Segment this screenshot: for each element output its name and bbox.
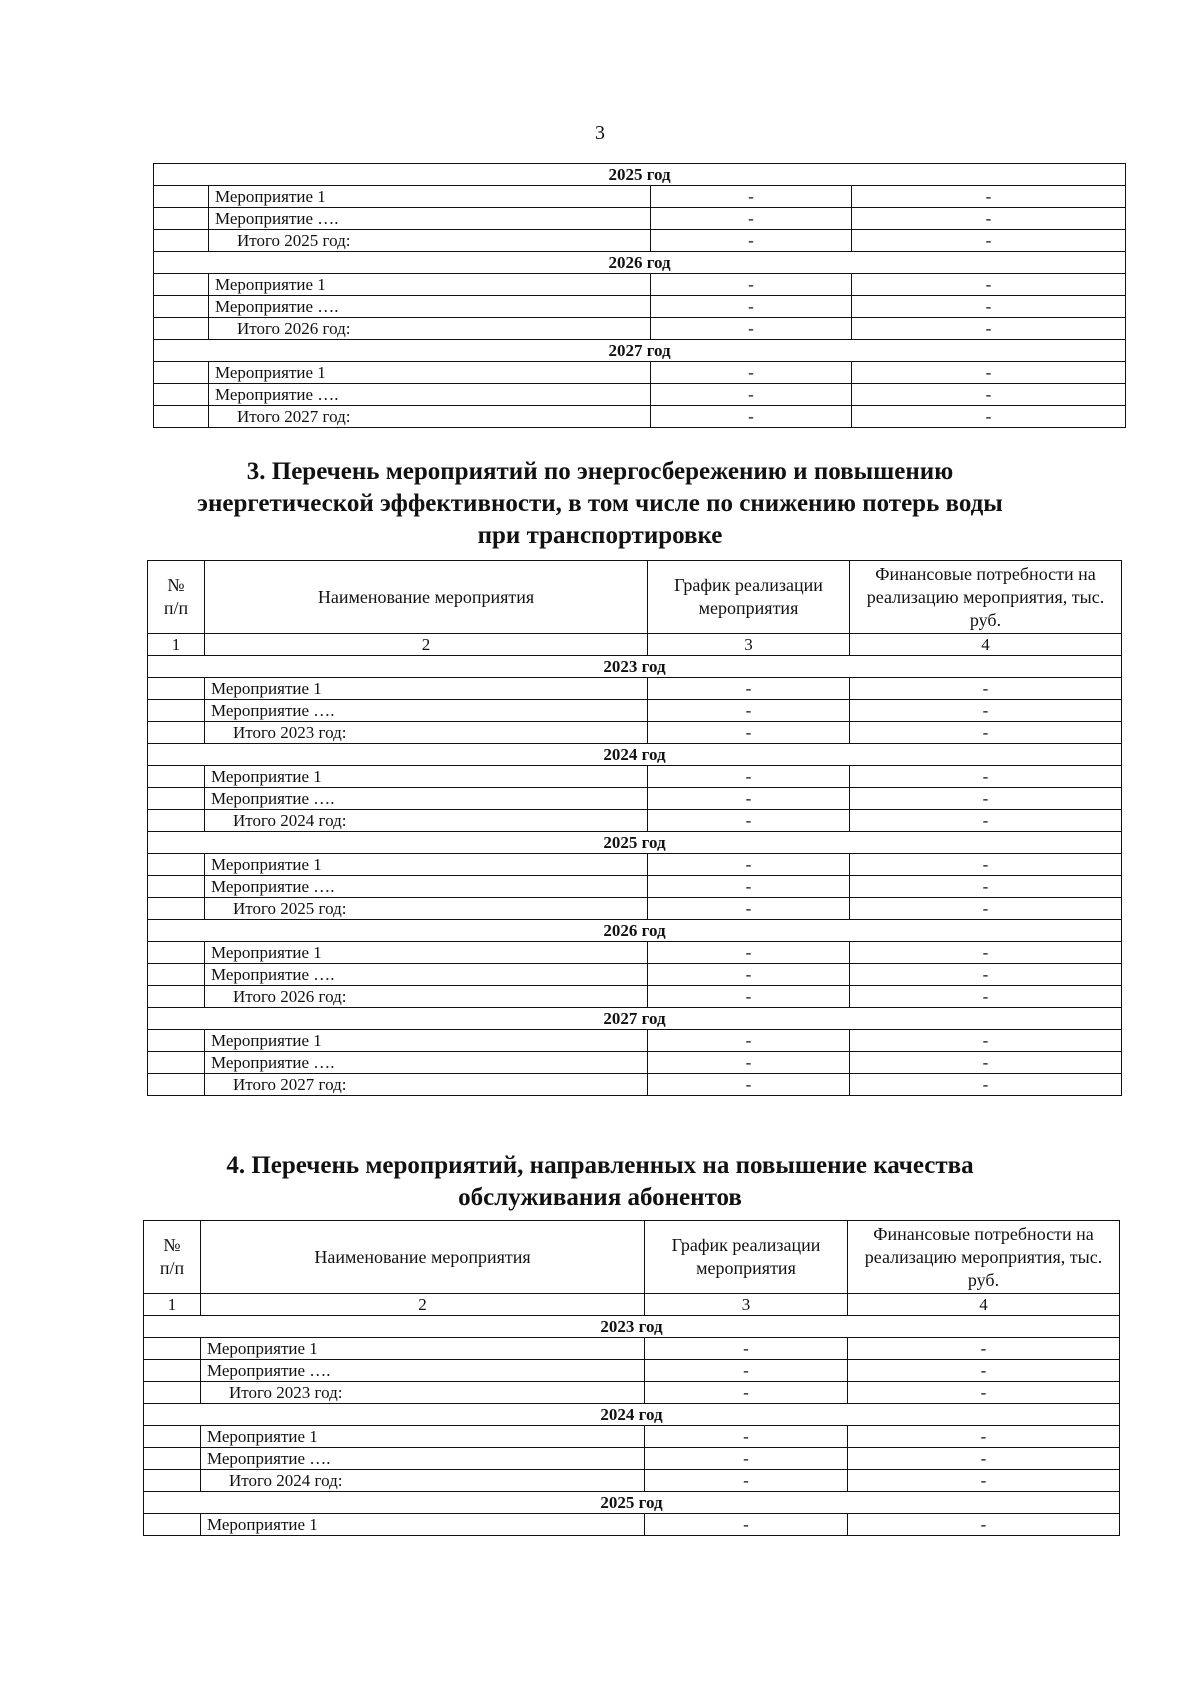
row-number xyxy=(144,1338,201,1360)
table-row xyxy=(144,1514,1120,1536)
finance-value: - xyxy=(850,942,1122,964)
finance-value: - xyxy=(852,186,1126,208)
schedule-value: - xyxy=(645,1448,848,1470)
finance-value: - xyxy=(850,810,1122,832)
column-number: 4 xyxy=(850,634,1122,656)
table-row xyxy=(144,1426,1120,1448)
total-label: Итого 2027 год: xyxy=(205,1074,648,1096)
column-number: 2 xyxy=(201,1294,645,1316)
year-label: 2023 год xyxy=(148,656,1122,678)
table-row xyxy=(148,964,1122,986)
column-number: 1 xyxy=(148,634,205,656)
row-number xyxy=(148,876,205,898)
finance-value: - xyxy=(850,722,1122,744)
row-number xyxy=(148,1074,205,1096)
measure-name: Мероприятие 1 xyxy=(205,678,648,700)
year-row xyxy=(148,1008,1122,1030)
schedule-value: - xyxy=(648,964,850,986)
row-number xyxy=(154,406,209,428)
schedule-value: - xyxy=(648,986,850,1008)
top-table xyxy=(153,163,1126,428)
year-row xyxy=(148,656,1122,678)
schedule-value: - xyxy=(645,1338,848,1360)
schedule-value: - xyxy=(651,318,852,340)
finance-value: - xyxy=(852,362,1126,384)
year-label: 2025 год xyxy=(144,1492,1120,1514)
section-4-title-line-2: обслуживания абонентов xyxy=(458,1184,742,1211)
finance-value: - xyxy=(852,208,1126,230)
row-number xyxy=(148,854,205,876)
table-row xyxy=(154,274,1126,296)
measure-name: Мероприятие 1 xyxy=(205,1030,648,1052)
section-3-title-line-1: 3. Перечень мероприятий по энергосбережению и повышению xyxy=(246,458,954,485)
row-number xyxy=(148,788,205,810)
year-row xyxy=(148,920,1122,942)
row-number xyxy=(148,964,205,986)
total-label: Итого 2027 год: xyxy=(209,406,651,428)
header-finance: Финансовые потребности на реализацию мероприятия, тыс. руб. xyxy=(848,1221,1120,1294)
schedule-value: - xyxy=(651,406,852,428)
row-number xyxy=(154,384,209,406)
schedule-value: - xyxy=(651,274,852,296)
table-row xyxy=(144,1338,1120,1360)
section-3-title-line-2: энергетической эффективности, в том числе по снижению потерь воды xyxy=(197,490,1003,517)
measure-name: Мероприятие …. xyxy=(205,964,648,986)
section-4-title xyxy=(0,1150,1200,1214)
schedule-value: - xyxy=(648,1052,850,1074)
table-row xyxy=(148,1052,1122,1074)
year-row xyxy=(148,744,1122,766)
schedule-value: - xyxy=(648,1074,850,1096)
schedule-value: - xyxy=(648,876,850,898)
year-label: 2025 год xyxy=(148,832,1122,854)
year-row xyxy=(144,1404,1120,1426)
table-row xyxy=(148,1074,1122,1096)
schedule-value: - xyxy=(648,1030,850,1052)
year-row xyxy=(148,832,1122,854)
total-label: Итого 2023 год: xyxy=(205,722,648,744)
header-schedule: График реализации мероприятия xyxy=(645,1221,848,1294)
total-label: Итого 2025 год: xyxy=(205,898,648,920)
table-row xyxy=(144,1470,1120,1492)
year-label: 2027 год xyxy=(154,340,1126,362)
finance-value: - xyxy=(850,1074,1122,1096)
schedule-value: - xyxy=(651,230,852,252)
table-row xyxy=(154,230,1126,252)
column-number-row xyxy=(148,634,1122,656)
header-row xyxy=(144,1221,1120,1294)
section-4-title-line-1: 4. Перечень мероприятий, направленных на повышение качества xyxy=(226,1152,974,1179)
schedule-value: - xyxy=(651,384,852,406)
row-number xyxy=(144,1382,201,1404)
schedule-value: - xyxy=(648,810,850,832)
schedule-value: - xyxy=(645,1360,848,1382)
year-label: 2024 год xyxy=(148,744,1122,766)
section-3-table xyxy=(147,560,1122,1096)
table-row xyxy=(148,810,1122,832)
row-number xyxy=(148,1052,205,1074)
table-row xyxy=(144,1382,1120,1404)
total-label: Итого 2024 год: xyxy=(205,810,648,832)
year-label: 2026 год xyxy=(154,252,1126,274)
year-row xyxy=(154,164,1126,186)
schedule-value: - xyxy=(648,722,850,744)
measure-name: Мероприятие 1 xyxy=(201,1426,645,1448)
year-row xyxy=(144,1492,1120,1514)
year-label: 2025 год xyxy=(154,164,1126,186)
row-number xyxy=(148,766,205,788)
table-row xyxy=(154,318,1126,340)
measure-name: Мероприятие …. xyxy=(205,1052,648,1074)
table-row xyxy=(148,898,1122,920)
page-number: 3 xyxy=(595,122,605,144)
column-number: 2 xyxy=(205,634,648,656)
finance-value: - xyxy=(852,296,1126,318)
header-schedule: График реализации мероприятия xyxy=(648,561,850,634)
row-number xyxy=(148,898,205,920)
measure-name: Мероприятие …. xyxy=(201,1360,645,1382)
total-label: Итого 2026 год: xyxy=(209,318,651,340)
row-number xyxy=(148,986,205,1008)
table-row xyxy=(148,678,1122,700)
table-row xyxy=(144,1448,1120,1470)
table-row xyxy=(148,1030,1122,1052)
row-number xyxy=(154,318,209,340)
column-number: 1 xyxy=(144,1294,201,1316)
measure-name: Мероприятие 1 xyxy=(205,854,648,876)
row-number xyxy=(148,810,205,832)
header-num: № п/п xyxy=(148,561,205,634)
schedule-value: - xyxy=(645,1470,848,1492)
column-number: 3 xyxy=(645,1294,848,1316)
year-row xyxy=(144,1316,1120,1338)
total-label: Итого 2026 год: xyxy=(205,986,648,1008)
schedule-value: - xyxy=(651,362,852,384)
finance-value: - xyxy=(848,1360,1120,1382)
measure-name: Мероприятие 1 xyxy=(201,1514,645,1536)
table-row xyxy=(154,384,1126,406)
measure-name: Мероприятие …. xyxy=(209,384,651,406)
table-row xyxy=(148,788,1122,810)
measure-name: Мероприятие …. xyxy=(205,700,648,722)
row-number xyxy=(154,208,209,230)
row-number xyxy=(148,678,205,700)
measure-name: Мероприятие …. xyxy=(209,296,651,318)
table-row xyxy=(148,700,1122,722)
finance-value: - xyxy=(848,1448,1120,1470)
finance-value: - xyxy=(850,898,1122,920)
total-label: Итого 2024 год: xyxy=(201,1470,645,1492)
schedule-value: - xyxy=(645,1514,848,1536)
finance-value: - xyxy=(850,876,1122,898)
section-3-title xyxy=(0,456,1200,552)
header-num: № п/п xyxy=(144,1221,201,1294)
table-row xyxy=(154,186,1126,208)
measure-name: Мероприятие 1 xyxy=(209,274,651,296)
year-label: 2024 год xyxy=(144,1404,1120,1426)
year-label: 2027 год xyxy=(148,1008,1122,1030)
measure-name: Мероприятие …. xyxy=(205,788,648,810)
schedule-value: - xyxy=(648,942,850,964)
finance-value: - xyxy=(850,766,1122,788)
finance-value: - xyxy=(848,1514,1120,1536)
row-number xyxy=(144,1426,201,1448)
finance-value: - xyxy=(852,318,1126,340)
row-number xyxy=(148,700,205,722)
table-row xyxy=(154,362,1126,384)
year-row xyxy=(154,340,1126,362)
schedule-value: - xyxy=(648,854,850,876)
column-number: 3 xyxy=(648,634,850,656)
table-row xyxy=(154,406,1126,428)
measure-name: Мероприятие 1 xyxy=(205,766,648,788)
year-label: 2023 год xyxy=(144,1316,1120,1338)
row-number xyxy=(144,1514,201,1536)
row-number xyxy=(144,1470,201,1492)
finance-value: - xyxy=(852,230,1126,252)
measure-name: Мероприятие …. xyxy=(205,876,648,898)
header-row xyxy=(148,561,1122,634)
schedule-value: - xyxy=(651,296,852,318)
measure-name: Мероприятие 1 xyxy=(209,186,651,208)
finance-value: - xyxy=(852,384,1126,406)
year-label: 2026 год xyxy=(148,920,1122,942)
row-number xyxy=(148,942,205,964)
header-name: Наименование мероприятия xyxy=(205,561,648,634)
column-number-row xyxy=(144,1294,1120,1316)
schedule-value: - xyxy=(648,678,850,700)
table-row xyxy=(148,876,1122,898)
table-row xyxy=(144,1360,1120,1382)
row-number xyxy=(144,1360,201,1382)
header-name: Наименование мероприятия xyxy=(201,1221,645,1294)
table-row xyxy=(154,208,1126,230)
finance-value: - xyxy=(850,854,1122,876)
row-number xyxy=(144,1448,201,1470)
total-label: Итого 2023 год: xyxy=(201,1382,645,1404)
table-row xyxy=(148,854,1122,876)
measure-name: Мероприятие 1 xyxy=(201,1338,645,1360)
table-row xyxy=(148,986,1122,1008)
finance-value: - xyxy=(848,1470,1120,1492)
finance-value: - xyxy=(850,964,1122,986)
finance-value: - xyxy=(850,788,1122,810)
finance-value: - xyxy=(850,1052,1122,1074)
finance-value: - xyxy=(848,1382,1120,1404)
schedule-value: - xyxy=(648,898,850,920)
row-number xyxy=(154,296,209,318)
row-number xyxy=(154,274,209,296)
finance-value: - xyxy=(850,700,1122,722)
table-row xyxy=(148,942,1122,964)
header-finance: Финансовые потребности на реализацию мероприятия, тыс. руб. xyxy=(850,561,1122,634)
finance-value: - xyxy=(850,678,1122,700)
measure-name: Мероприятие 1 xyxy=(209,362,651,384)
total-label: Итого 2025 год: xyxy=(209,230,651,252)
table-row xyxy=(148,766,1122,788)
row-number xyxy=(154,230,209,252)
schedule-value: - xyxy=(651,186,852,208)
row-number xyxy=(148,1030,205,1052)
schedule-value: - xyxy=(648,700,850,722)
schedule-value: - xyxy=(651,208,852,230)
finance-value: - xyxy=(850,1030,1122,1052)
year-row xyxy=(154,252,1126,274)
section-4-table xyxy=(143,1220,1120,1536)
table-row xyxy=(148,722,1122,744)
measure-name: Мероприятие 1 xyxy=(205,942,648,964)
row-number xyxy=(148,722,205,744)
measure-name: Мероприятие …. xyxy=(201,1448,645,1470)
schedule-value: - xyxy=(645,1382,848,1404)
section-3-title-line-3: при транспортировке xyxy=(477,522,723,549)
finance-value: - xyxy=(852,406,1126,428)
finance-value: - xyxy=(848,1426,1120,1448)
schedule-value: - xyxy=(648,766,850,788)
schedule-value: - xyxy=(648,788,850,810)
finance-value: - xyxy=(852,274,1126,296)
column-number: 4 xyxy=(848,1294,1120,1316)
measure-name: Мероприятие …. xyxy=(209,208,651,230)
row-number xyxy=(154,362,209,384)
row-number xyxy=(154,186,209,208)
finance-value: - xyxy=(848,1338,1120,1360)
finance-value: - xyxy=(850,986,1122,1008)
table-row xyxy=(154,296,1126,318)
schedule-value: - xyxy=(645,1426,848,1448)
